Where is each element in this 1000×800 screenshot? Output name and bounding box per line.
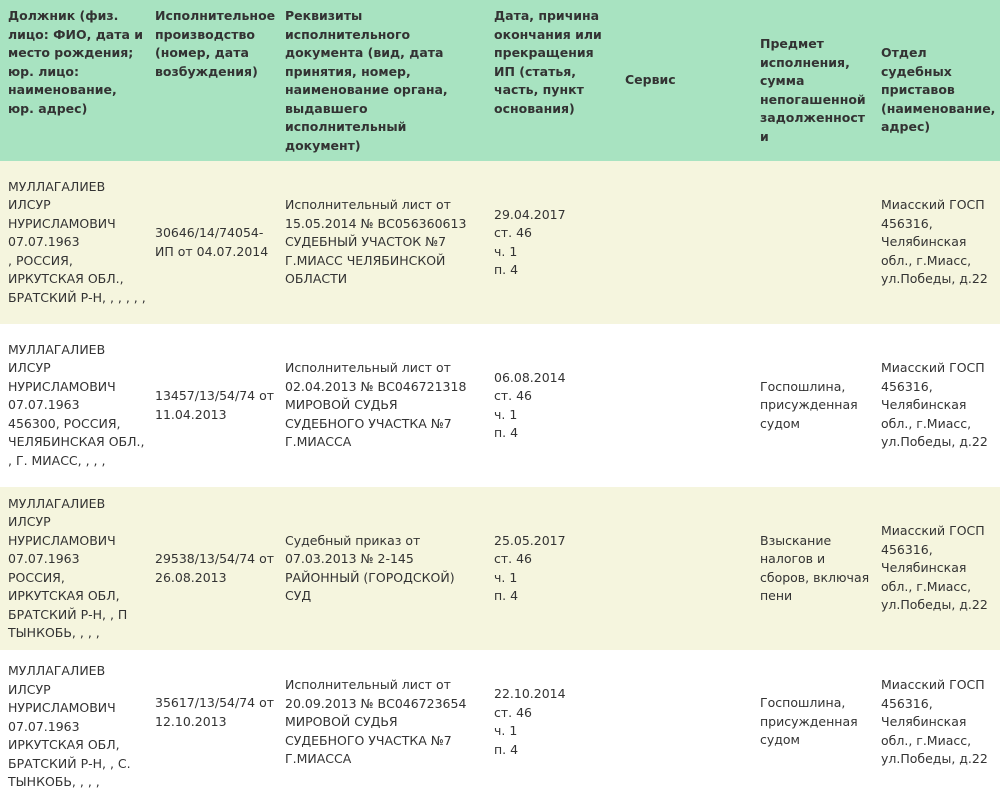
column-header-end-date: Дата, причина окончания или прекращения ИП (статья, часть, пункт основания) — [486, 0, 617, 161]
column-header-subject: Предмет исполнения, сумма непогашенной задолженности — [752, 0, 873, 161]
cell-end-date: 29.04.2017 ст. 46 ч. 1 п. 4 — [486, 161, 617, 324]
table-row — [0, 324, 1000, 487]
cell-debtor: МУЛЛАГАЛИЕВ ИЛСУР НУРИСЛАМОВИЧ 07.07.1963 ИРКУТСКАЯ ОБЛ, БРАТСКИЙ Р-Н, , С. ТЫНКОБЬ, , , , — [0, 650, 147, 800]
cell-proceeding: 35617/13/54/74 от 12.10.2013 — [147, 650, 277, 800]
cell-document: Судебный приказ от 07.03.2013 № 2-145 РАЙОННЫЙ (ГОРОДСКОЙ) СУД — [277, 487, 486, 650]
column-header-debtor: Должник (физ. лицо: ФИО, дата и место рождения; юр. лицо: наименование, юр. адрес) — [0, 0, 147, 161]
column-header-department: Отдел судебных приставов (наименование, адрес) — [873, 0, 1000, 161]
cell-service — [617, 324, 752, 487]
cell-subject: Взыскание налогов и сборов, включая пени — [752, 487, 873, 650]
cell-document: Исполнительный лист от 15.05.2014 № ВС056360613 СУДЕБНЫЙ УЧАСТОК №7 Г.МИАСС ЧЕЛЯБИНСКОЙ ОБЛАСТИ — [277, 161, 486, 324]
table-row — [0, 650, 1000, 800]
cell-end-date: 25.05.2017 ст. 46 ч. 1 п. 4 — [486, 487, 617, 650]
cell-proceeding: 30646/14/74054- ИП от 04.07.2014 — [147, 161, 277, 324]
cell-end-date: 22.10.2014 ст. 46 ч. 1 п. 4 — [486, 650, 617, 800]
cell-service — [617, 161, 752, 324]
cell-subject: Госпошлина, присужденная судом — [752, 650, 873, 800]
cell-debtor: МУЛЛАГАЛИЕВ ИЛСУР НУРИСЛАМОВИЧ 07.07.1963 , РОССИЯ, ИРКУТСКАЯ ОБЛ., БРАТСКИЙ Р-Н, , , , , , — [0, 161, 147, 324]
column-header-document: Реквизиты исполнительного документа (вид, дата принятия, номер, наименование органа, выдавшего исполнительный документ) — [277, 0, 486, 161]
cell-proceeding: 29538/13/54/74 от 26.08.2013 — [147, 487, 277, 650]
cell-end-date: 06.08.2014 ст. 46 ч. 1 п. 4 — [486, 324, 617, 487]
table-row — [0, 161, 1000, 324]
cell-service — [617, 487, 752, 650]
cell-department: Миасский ГОСП 456316, Челябинская обл., г.Миасс, ул.Победы, д.22 — [873, 650, 1000, 800]
cell-subject — [752, 161, 873, 324]
column-header-proceeding: Исполнительное производство (номер, дата возбуждения) — [147, 0, 277, 161]
cell-department: Миасский ГОСП 456316, Челябинская обл., г.Миасс, ул.Победы, д.22 — [873, 324, 1000, 487]
cell-subject: Госпошлина, присужденная судом — [752, 324, 873, 487]
cell-document: Исполнительный лист от 02.04.2013 № ВС046721318 МИРОВОЙ СУДЬЯ СУДЕБНОГО УЧАСТКА №7 Г.МИАССА — [277, 324, 486, 487]
cell-proceeding: 13457/13/54/74 от 11.04.2013 — [147, 324, 277, 487]
column-header-service: Сервис — [617, 0, 752, 161]
cell-debtor: МУЛЛАГАЛИЕВ ИЛСУР НУРИСЛАМОВИЧ 07.07.1963 456300, РОССИЯ, ЧЕЛЯБИНСКАЯ ОБЛ., , Г. МИАСС, , , , — [0, 324, 147, 487]
cell-document: Исполнительный лист от 20.09.2013 № ВС046723654 МИРОВОЙ СУДЬЯ СУДЕБНОГО УЧАСТКА №7 Г.МИАССА — [277, 650, 486, 800]
table-row — [0, 487, 1000, 650]
cell-department: Миасский ГОСП 456316, Челябинская обл., г.Миасс, ул.Победы, д.22 — [873, 487, 1000, 650]
cell-department: Миасский ГОСП 456316, Челябинская обл., г.Миасс, ул.Победы, д.22 — [873, 161, 1000, 324]
cell-debtor: МУЛЛАГАЛИЕВ ИЛСУР НУРИСЛАМОВИЧ 07.07.1963 РОССИЯ, ИРКУТСКАЯ ОБЛ, БРАТСКИЙ Р-Н, , П ТЫНКОБЬ, , , , — [0, 487, 147, 650]
table-header-row — [0, 0, 1000, 161]
cell-service — [617, 650, 752, 800]
